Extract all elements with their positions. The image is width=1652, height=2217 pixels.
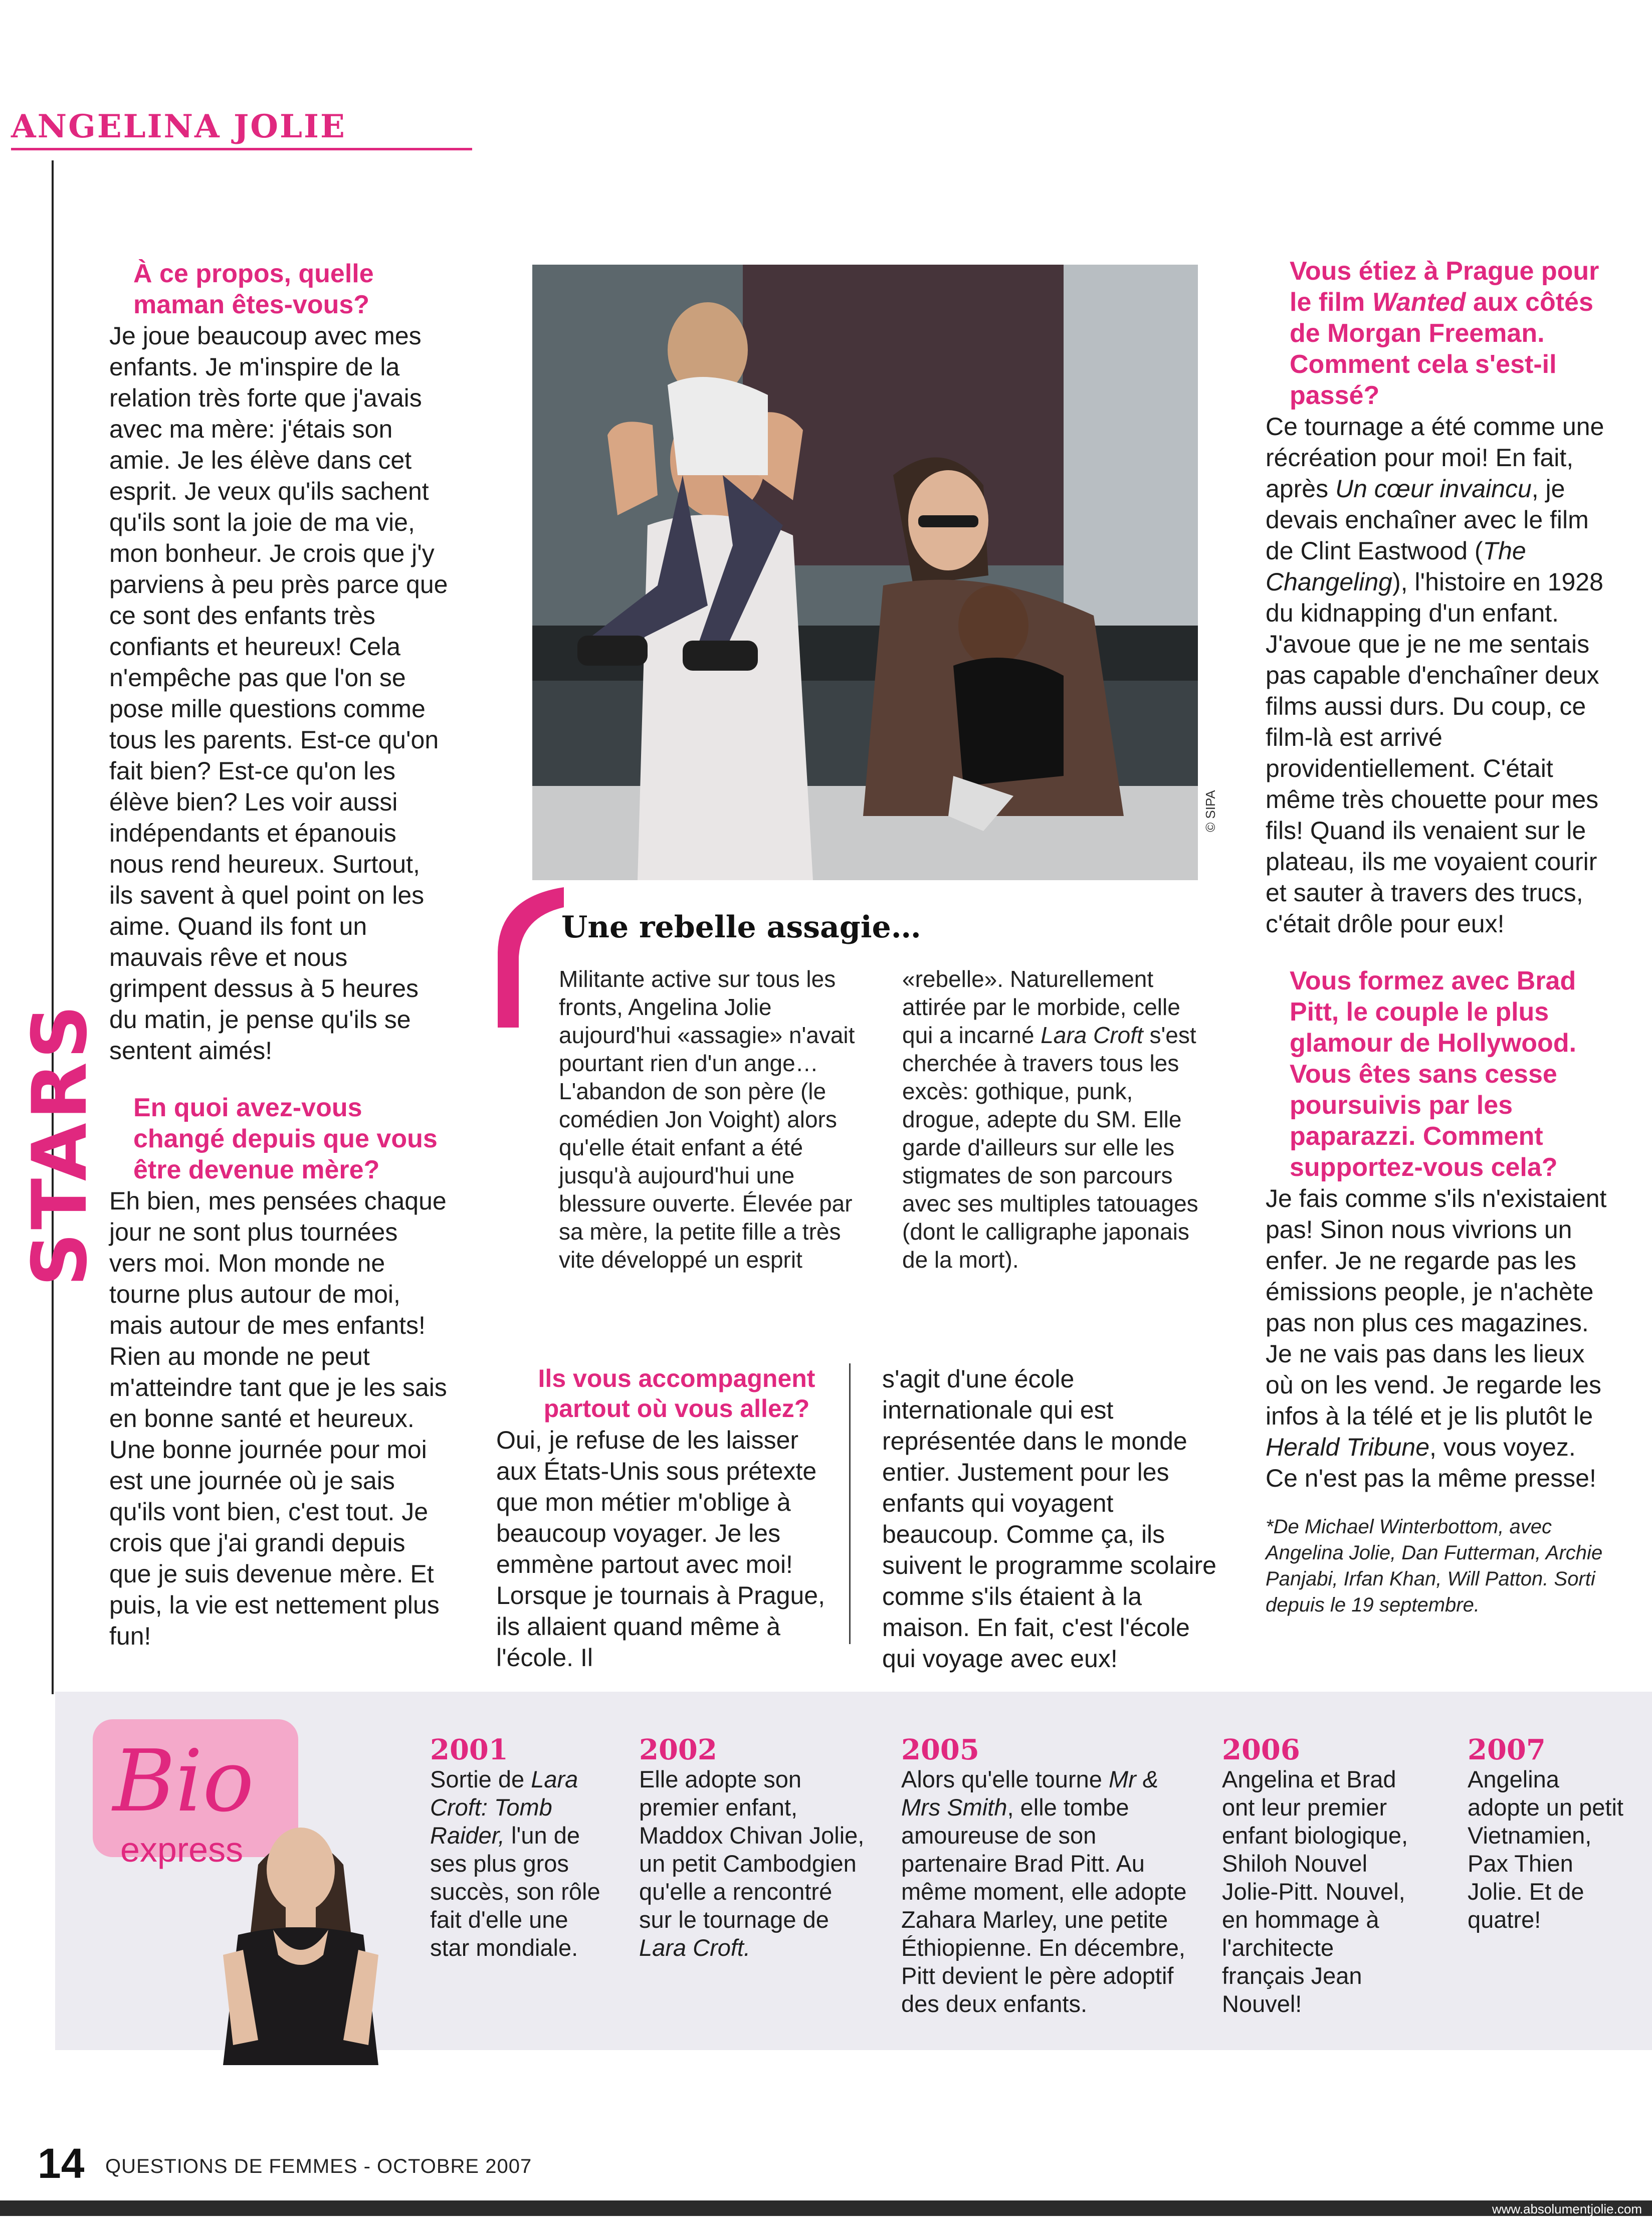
- bio-text-italic: Mr & Mrs Smith: [901, 1766, 1159, 1821]
- bio-entry: [1222, 1734, 1422, 2018]
- question-text-italic: Wanted: [1372, 288, 1466, 317]
- bio-text-italic: Lara Croft.: [639, 1934, 751, 1961]
- answer-text: , vous voyez. Ce n'est pas la même presse!: [1266, 1433, 1596, 1492]
- question: [1266, 256, 1611, 411]
- bio-text: [1468, 1765, 1633, 1934]
- section-label: [17, 1001, 104, 1287]
- header-rule: [11, 148, 472, 150]
- answer: [1266, 411, 1611, 939]
- bio-text-italic: Lara Croft: Tomb Raider,: [430, 1766, 578, 1849]
- watermark-url: www.absolumentjolie.com: [1492, 2201, 1642, 2216]
- bio-text-part: l'un de ses plus gros succès, son rôle fait d'elle une star mondiale.: [430, 1822, 600, 1961]
- middle-column-rule: [849, 1363, 851, 1644]
- bio-text: [639, 1765, 865, 1962]
- answer: Eh bien, mes pensées chaque jour ne sont plus tournées vers moi. Mon monde ne tourne plus autour de moi, mais autour de mes enfants! Rien au monde ne peut m'atteindre tant que je les sais en bonne santé et heureux. Une bonne journée pour moi est une journée où je sais qu'ils vont bien, c'est tout. Je crois que j'ai grandi depuis que je suis devenue mère. Et puis, la vie est nettement plus fun!: [109, 1187, 447, 1650]
- answer-text: , je devais enchaîner avec le film de Clint Eastwood (: [1266, 475, 1589, 565]
- family-photo: [532, 265, 1198, 880]
- bio-entry: [901, 1734, 1202, 2018]
- answer-text: Ce tournage a été comme une récréation pour moi! En fait, après: [1266, 413, 1604, 503]
- bio-entry: [639, 1734, 865, 1962]
- bio-year: 2001: [430, 1733, 508, 1766]
- publication-line: QUESTIONS DE FEMMES - OCTOBRE 2007: [105, 2155, 532, 2177]
- bio-text-part: , elle tombe amoureuse de son partenaire Brad Pitt. Au même moment, elle adopte Zahara Marley, une petite Éthiopienne. En décembre, Pitt devient le père adoptif des deux enfants.: [901, 1794, 1187, 2017]
- bio-text-part: Elle adopte son premier enfant, Maddox Chivan Jolie, un petit Cambodgien qu'elle a rencontré sur le tournage de: [639, 1766, 865, 1933]
- answer-text-italic: The Changeling: [1266, 537, 1526, 596]
- answer: [1266, 1183, 1611, 1494]
- page-number: 14: [38, 2140, 85, 2187]
- box-text-column-1: Militante active sur tous les fronts, Angelina Jolie aujourd'hui «assagie» n'avait pourtant rien d'un ange… L'abandon de son père (le comédien Jon Voight) alors qu'elle était enfant a été jusqu'à aujourd'hui une blessure ouverte. Élevée par sa mère, la petite fille a très vite développé un esprit: [559, 966, 855, 1273]
- answer-text: ), l'histoire en 1928 du kidnapping d'un enfant. J'avoue que je ne me sentais pas capable d'enchaîner deux films aussi durs. Du coup, ce film-là est arrivé providentiellement. C'était même très chouette pour mes fils! Quand ils venaient sur le plateau, ils me voyaient courir et sauter à travers des trucs, c'était drôle pour eux!: [1266, 568, 1603, 938]
- bio-entry: [1468, 1734, 1633, 1934]
- portrait-illustration: [203, 1804, 398, 2065]
- bio-text-part: Angelina et Brad ont leur premier enfant biologique, Shiloh Nouvel Jolie-Pitt. Nouvel, en hommage à l'architecte français Jean Nouvel!: [1222, 1766, 1408, 2017]
- question: En quoi avez-vous changé depuis que vous être devenue mère?: [133, 1093, 438, 1184]
- bio-text-part: Alors qu'elle tourne: [901, 1766, 1109, 1792]
- bio-text: [430, 1765, 600, 1962]
- question: Vous formez avec Brad Pitt, le couple le plus glamour de Hollywood. Vous êtes sans cesse poursuivis par les paparazzi. Comment supportez-vous cela?: [1290, 966, 1577, 1182]
- bio-year: 2005: [901, 1733, 979, 1766]
- answer-text: Je fais comme s'ils n'existaient pas! Sinon nous vivrions un enfer. Je ne regarde pas les émissions people, je n'achète pas non plus ces magazines. Je ne vais pas dans les lieux où on les vend. Je regarde les infos à la télé et je lis plutôt le: [1266, 1184, 1607, 1430]
- answer: Je joue beaucoup avec mes enfants. Je m'inspire de la relation très forte que j'avais avec ma mère: j'étais son amie. Je les élève dans cet esprit. Je veux qu'ils sachent qu'ils sont la joie de ma vie, mon bonheur. Je crois que j'y parviens à peu près parce que ce sont des enfants très confiants et heureux! Cela n'empêche pas que l'on se pose mille questions comme tous les parents. Est-ce qu'on fait bien? Est-ce qu'on les élève bien? Les voir aussi indépendants et épanouis nous rend heureux. Surtout, ils savent à quel point on les aime. Quand ils font un mauvais rêve et nous grimpent dessus à 5 heures du matin, je pense qu'ils se sentent aimés!: [109, 322, 448, 1065]
- bio-text: [1222, 1765, 1422, 2018]
- footnote: *De Michael Winterbottom, avec Angelina Jolie, Dan Futterman, Archie Panjabi, Irfan Khan, Will Patton. Sorti depuis le 19 septembre.: [1266, 1516, 1603, 1616]
- photo-credit: © SIPA: [1203, 790, 1218, 832]
- left-column-rule: [52, 160, 54, 1694]
- bio-entry: [430, 1734, 600, 1962]
- bio-text-part: Angelina adopte un petit Vietnamien, Pax Thien Jolie. Et de quatre!: [1468, 1766, 1623, 1933]
- answer-text-italic: Herald Tribune: [1266, 1433, 1430, 1461]
- question: À ce propos, quelle maman êtes-vous?: [133, 259, 374, 319]
- question-text: aux côtés de Morgan Freeman. Comment cela s'est-il passé?: [1290, 288, 1593, 410]
- question-text: Vous étiez à Prague pour le film: [1290, 257, 1599, 317]
- page-header-title: ANGELINA JOLIE: [11, 108, 346, 145]
- answer-text-italic: Un cœur invaincu: [1335, 475, 1532, 503]
- family-photo-illustration: [532, 265, 1198, 880]
- answer-part-2: s'agit d'une école internationale qui est représentée dans le monde entier. Justement pour les enfants qui voyagent beaucoup. Comme ça, ils suivent le programme scolaire comme s'ils étaient à la maison. En fait, c'est l'école qui voyage avec eux!: [882, 1365, 1216, 1673]
- bio-year: 2002: [639, 1733, 717, 1766]
- bio-badge-subtitle: express: [120, 1830, 244, 1869]
- bio-text: [901, 1765, 1202, 2018]
- bio-year: 2006: [1222, 1733, 1300, 1766]
- box-text-italic: Lara Croft: [1041, 1022, 1143, 1048]
- bio-badge-word: Bio: [113, 1732, 254, 1831]
- box-text: «rebelle». Naturellement attirée par le morbide, celle qui a incarné: [902, 966, 1180, 1048]
- answer-part-1: Oui, je refuse de les laisser aux États-Unis sous prétexte que mon métier m'oblige à beaucoup voyager. Je les emmène partout avec moi! Lorsque je tournais à Prague, ils allaient quand même à l'école. Il: [496, 1426, 825, 1672]
- bio-text-part: Sortie de: [430, 1766, 531, 1792]
- footer-bar: [0, 2200, 1652, 2216]
- section-label-text: STARS: [17, 1001, 104, 1287]
- interview-column-1: [109, 258, 450, 1652]
- question: Ils vous accompagnent partout où vous allez?: [538, 1364, 815, 1423]
- box-text: s'est cherchée à travers tous les excès: gothique, punk, drogue, adepte du SM. Elle garde d'ailleurs sur elle les stigmates de son parcours avec ses multiples tatouages (dont le calligraphe japonais de la mort).: [902, 1022, 1198, 1273]
- interview-column-3: [1266, 256, 1611, 1638]
- box-text-column-2: [902, 965, 1213, 1274]
- bio-year: 2007: [1468, 1733, 1546, 1766]
- box-title: Une rebelle assagie…: [561, 910, 921, 945]
